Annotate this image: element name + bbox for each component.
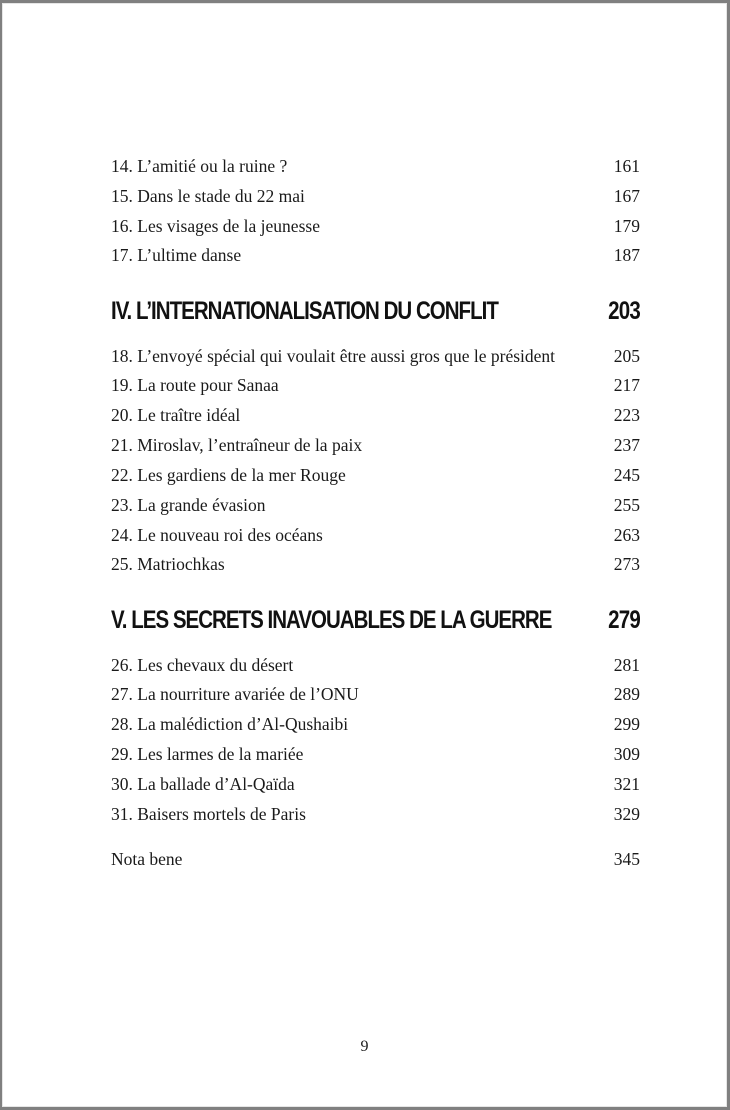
entry-page: 345	[613, 849, 640, 869]
entry-title: 16. Les visages de la jeunesse	[111, 216, 320, 236]
part-page: 279	[608, 606, 640, 634]
entry-page: 309	[613, 744, 640, 764]
entry-title: 21. Miroslav, l’entraîneur de la paix	[111, 435, 363, 455]
entry-page: 161	[613, 156, 640, 176]
toc-entry[interactable]	[111, 684, 640, 705]
toc-entry-nota-bene[interactable]	[111, 849, 640, 870]
entry-page: 167	[613, 186, 640, 206]
toc-entry[interactable]	[111, 655, 640, 676]
part-title: V. LES SECRETS INAVOUABLES DE LA GUERRE	[111, 606, 552, 634]
entry-title: 17. L’ultime danse	[111, 245, 242, 265]
entry-title: 23. La grande évasion	[111, 495, 266, 515]
entry-page: 223	[613, 405, 640, 425]
toc-entry[interactable]	[111, 744, 640, 765]
entry-title: 14. L’amitié ou la ruine ?	[111, 156, 288, 176]
toc-entry[interactable]	[111, 245, 640, 266]
entry-page: 237	[613, 435, 640, 455]
entry-page: 263	[613, 525, 640, 545]
entry-page: 255	[613, 495, 640, 515]
toc-entry[interactable]	[111, 346, 640, 367]
toc-entry[interactable]	[111, 714, 640, 735]
toc-entry[interactable]	[111, 216, 640, 237]
part-page: 203	[608, 297, 640, 325]
part-heading[interactable]	[111, 297, 640, 326]
toc-entry[interactable]	[111, 465, 640, 486]
entry-page: 329	[613, 804, 640, 824]
part-title: IV. L’INTERNATIONALISATION DU CONFLIT	[111, 297, 498, 325]
toc-entry[interactable]	[111, 804, 640, 825]
entry-title: 29. Les larmes de la mariée	[111, 744, 304, 764]
part-heading[interactable]	[111, 606, 640, 635]
toc-entry[interactable]	[111, 525, 640, 546]
entry-title: 19. La route pour Sanaa	[111, 375, 279, 395]
entry-title: 18. L’envoyé spécial qui voulait être aussi gros que le président	[111, 346, 556, 366]
entry-title: 24. Le nouveau roi des océans	[111, 525, 323, 545]
toc-entry[interactable]	[111, 554, 640, 575]
entry-title: 26. Les chevaux du désert	[111, 655, 294, 675]
toc-entry[interactable]	[111, 774, 640, 795]
entry-page: 205	[613, 346, 640, 366]
toc-entry[interactable]	[111, 495, 640, 516]
toc-entry[interactable]	[111, 435, 640, 456]
entry-title: 20. Le traître idéal	[111, 405, 241, 425]
entry-page: 273	[613, 554, 640, 574]
entry-title: 28. La malédiction d’Al-Qushaibi	[111, 714, 349, 734]
entry-title: 25. Matriochkas	[111, 554, 225, 574]
entry-title: 27. La nourriture avariée de l’ONU	[111, 684, 359, 704]
entry-page: 179	[613, 216, 640, 236]
entry-title: Nota bene	[111, 849, 183, 869]
document-page	[2, 3, 727, 1107]
entry-page: 299	[613, 714, 640, 734]
toc-entry[interactable]	[111, 375, 640, 396]
entry-page: 321	[613, 774, 640, 794]
page-number: 9	[360, 1038, 369, 1055]
toc-entry[interactable]	[111, 186, 640, 207]
entry-title: 15. Dans le stade du 22 mai	[111, 186, 305, 206]
toc-entry[interactable]	[111, 405, 640, 426]
entry-title: 30. La ballade d’Al-Qaïda	[111, 774, 295, 794]
entry-page: 217	[613, 375, 640, 395]
entry-page: 245	[613, 465, 640, 485]
entry-page: 289	[613, 684, 640, 704]
entry-title: 22. Les gardiens de la mer Rouge	[111, 465, 346, 485]
toc-entry[interactable]	[111, 156, 640, 177]
entry-page: 281	[613, 655, 640, 675]
entry-page: 187	[613, 245, 640, 265]
entry-title: 31. Baisers mortels de Paris	[111, 804, 306, 824]
